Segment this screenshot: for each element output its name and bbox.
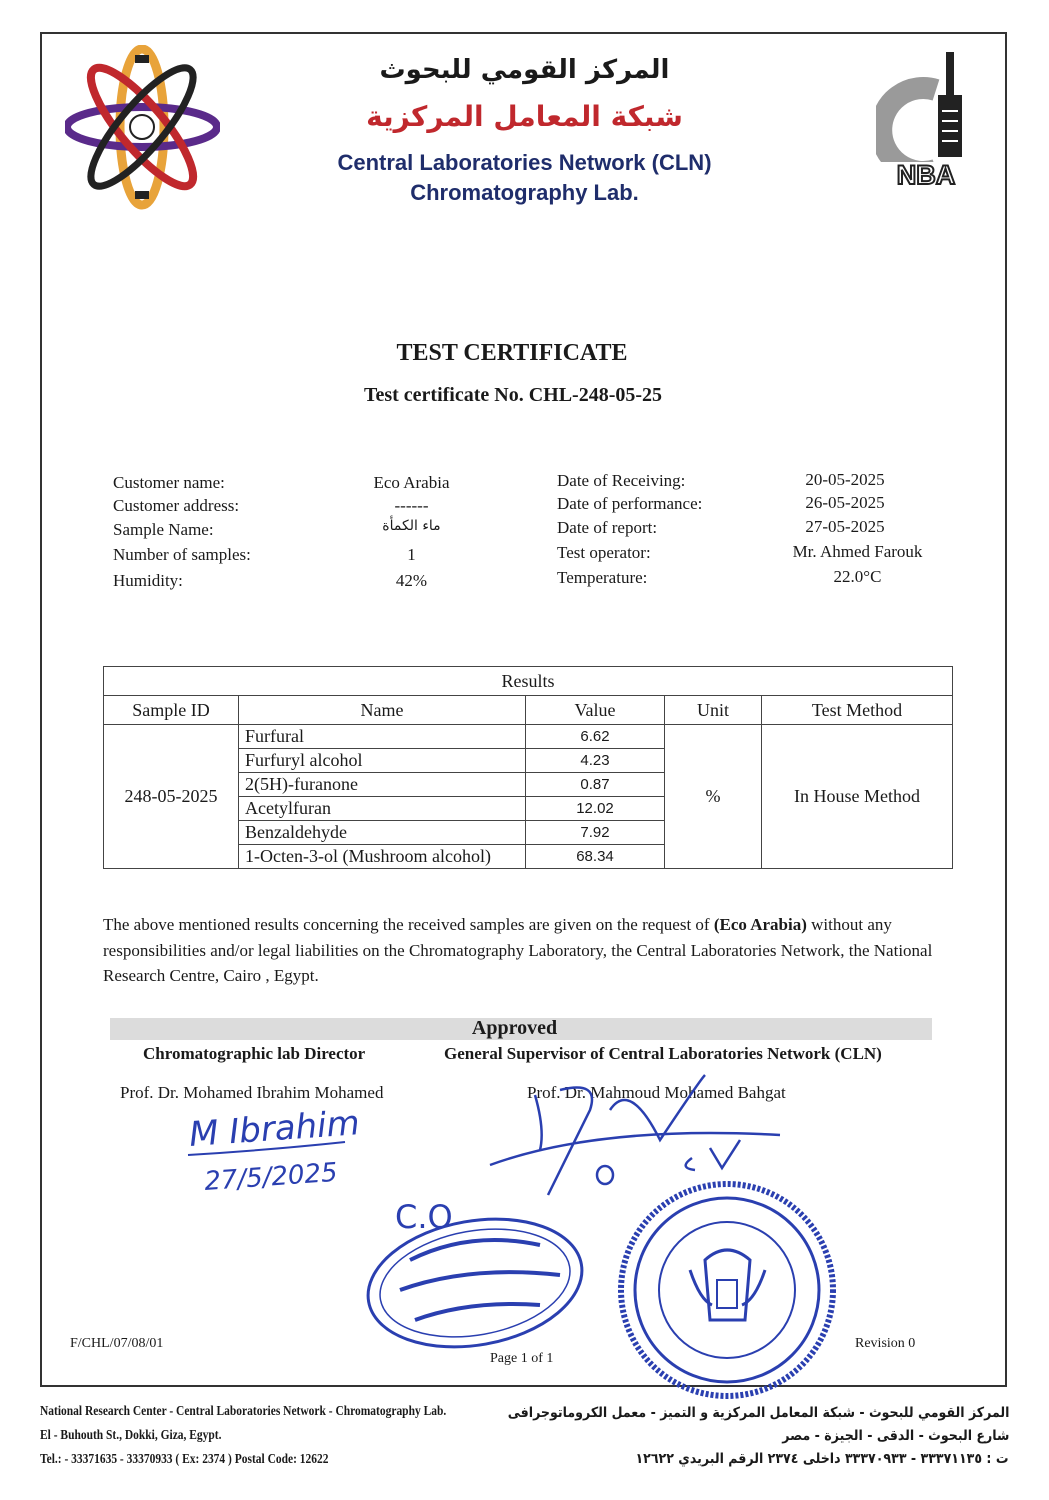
disclaimer-post: without any responsibilities and/or legal liabilities on the Chromatography Laboratory, the Central Laboratories Network, the National Research Centre, Cairo , Egypt. bbox=[103, 915, 933, 985]
approved-heading: Approved bbox=[471, 1017, 558, 1039]
results-table bbox=[103, 666, 953, 869]
footer-en-line3: Tel.: - 33371635 - 33370933 ( Ex: 2374 ) Postal Code: 12622 bbox=[40, 1452, 329, 1467]
customer-name-value: Eco Arabia bbox=[373, 473, 450, 492]
header-lab-name: Chromatography Lab. bbox=[410, 180, 639, 205]
revision-number: Revision 0 bbox=[855, 1336, 916, 1351]
compound-name: Furfural bbox=[239, 725, 526, 749]
footer-ar-line3: ت : ٣٣٣٧١١٣٥ - ٣٣٣٧٠٩٣٣ داخلى ٢٣٧٤ الرقم البريدي ١٢٦٢٢ bbox=[635, 1451, 1009, 1467]
compound-value: 7.92 bbox=[526, 821, 665, 845]
compound-name: 1-Octen-3-ol (Mushroom alcohol) bbox=[239, 845, 526, 869]
header-sample-id: Sample ID bbox=[104, 696, 239, 725]
header-arabic-org: المركز القومي للبحوث bbox=[379, 55, 670, 85]
date-performance-label: Date of performance: bbox=[557, 494, 703, 513]
compound-name: 2(5H)-furanone bbox=[239, 773, 526, 797]
header-arabic-network: شبكة المعامل المركزية bbox=[366, 100, 683, 133]
director-name: Prof. Dr. Mohamed Ibrahim Mohamed bbox=[120, 1083, 384, 1102]
temperature-value: 22.0°C bbox=[833, 567, 882, 586]
footer-ar-line1: المركز القومي للبحوث - شبكة المعامل المركزية و التميز - معمل الكروماتوجرافى bbox=[507, 1405, 1009, 1421]
svg-text:C.O: C.O bbox=[395, 1198, 453, 1236]
customer-address-value: ------ bbox=[394, 496, 429, 515]
results-caption: Results bbox=[104, 667, 953, 696]
date-performance-value: 26-05-2025 bbox=[805, 493, 885, 512]
svg-text:NBA: NBA bbox=[896, 160, 956, 190]
disclaimer-text bbox=[103, 912, 963, 989]
supervisor-title: General Supervisor of Central Laboratories Network (CLN) bbox=[444, 1044, 882, 1063]
director-title: Chromatographic lab Director bbox=[143, 1044, 366, 1063]
humidity-label: Humidity: bbox=[113, 571, 183, 590]
compound-name: Acetylfuran bbox=[239, 797, 526, 821]
number-of-samples-label: Number of samples: bbox=[113, 545, 251, 564]
sample-name-value: ماء الكمأة bbox=[382, 518, 441, 534]
certificate-title: TEST CERTIFICATE bbox=[396, 340, 628, 366]
compound-value: 12.02 bbox=[526, 797, 665, 821]
certificate-number: Test certificate No. CHL-248-05-25 bbox=[363, 384, 663, 406]
compound-value: 6.62 bbox=[526, 725, 665, 749]
date-receiving-value: 20-05-2025 bbox=[805, 470, 885, 489]
header-unit: Unit bbox=[665, 696, 762, 725]
header-test-method: Test Method bbox=[762, 696, 953, 725]
sample-id-cell: 248-05-2025 bbox=[104, 725, 239, 869]
test-operator-value: Mr. Ahmed Farouk bbox=[792, 542, 923, 561]
header-name: Name bbox=[239, 696, 526, 725]
customer-address-label: Customer address: bbox=[113, 496, 240, 515]
number-of-samples-value: 1 bbox=[407, 545, 416, 564]
humidity-value: 42% bbox=[395, 571, 428, 590]
supervisor-name: Prof. Dr. Mahmoud Mohamed Bahgat bbox=[527, 1083, 786, 1102]
test-operator-label: Test operator: bbox=[557, 543, 651, 562]
date-receiving-label: Date of Receiving: bbox=[557, 471, 686, 490]
customer-name-label: Customer name: bbox=[113, 473, 225, 492]
header-network-name: Central Laboratories Network (CLN) bbox=[337, 150, 712, 175]
document-code: F/CHL/07/08/01 bbox=[70, 1336, 164, 1351]
footer-en-line2: El - Buhouth St., Dokki, Giza, Egypt. bbox=[40, 1428, 222, 1443]
sample-name-label: Sample Name: bbox=[113, 520, 214, 539]
compound-name: Benzaldehyde bbox=[239, 821, 526, 845]
compound-value: 68.34 bbox=[526, 845, 665, 869]
page-number: Page 1 of 1 bbox=[490, 1351, 554, 1366]
table-row bbox=[104, 725, 953, 749]
date-report-value: 27-05-2025 bbox=[805, 517, 885, 536]
unit-cell: % bbox=[665, 725, 762, 869]
svg-text:27/5/2025: 27/5/2025 bbox=[203, 1157, 339, 1197]
test-method-cell: In House Method bbox=[762, 725, 953, 869]
disclaimer-pre: The above mentioned results concerning the received samples are given on the request of bbox=[103, 915, 714, 934]
footer-ar-line2: شارع البحوث - الدقى - الجيزة - مصر bbox=[781, 1428, 1009, 1444]
svg-text:M Ibrahim: M Ibrahim bbox=[187, 1103, 361, 1155]
compound-value: 0.87 bbox=[526, 773, 665, 797]
header-value: Value bbox=[526, 696, 665, 725]
temperature-label: Temperature: bbox=[557, 568, 648, 587]
footer-en-line1: National Research Center - Central Laboratories Network - Chromatography Lab. bbox=[40, 1404, 447, 1419]
date-report-label: Date of report: bbox=[557, 518, 658, 537]
compound-name: Furfuryl alcohol bbox=[239, 749, 526, 773]
compound-value: 4.23 bbox=[526, 749, 665, 773]
disclaimer-customer: (Eco Arabia) bbox=[713, 915, 807, 934]
